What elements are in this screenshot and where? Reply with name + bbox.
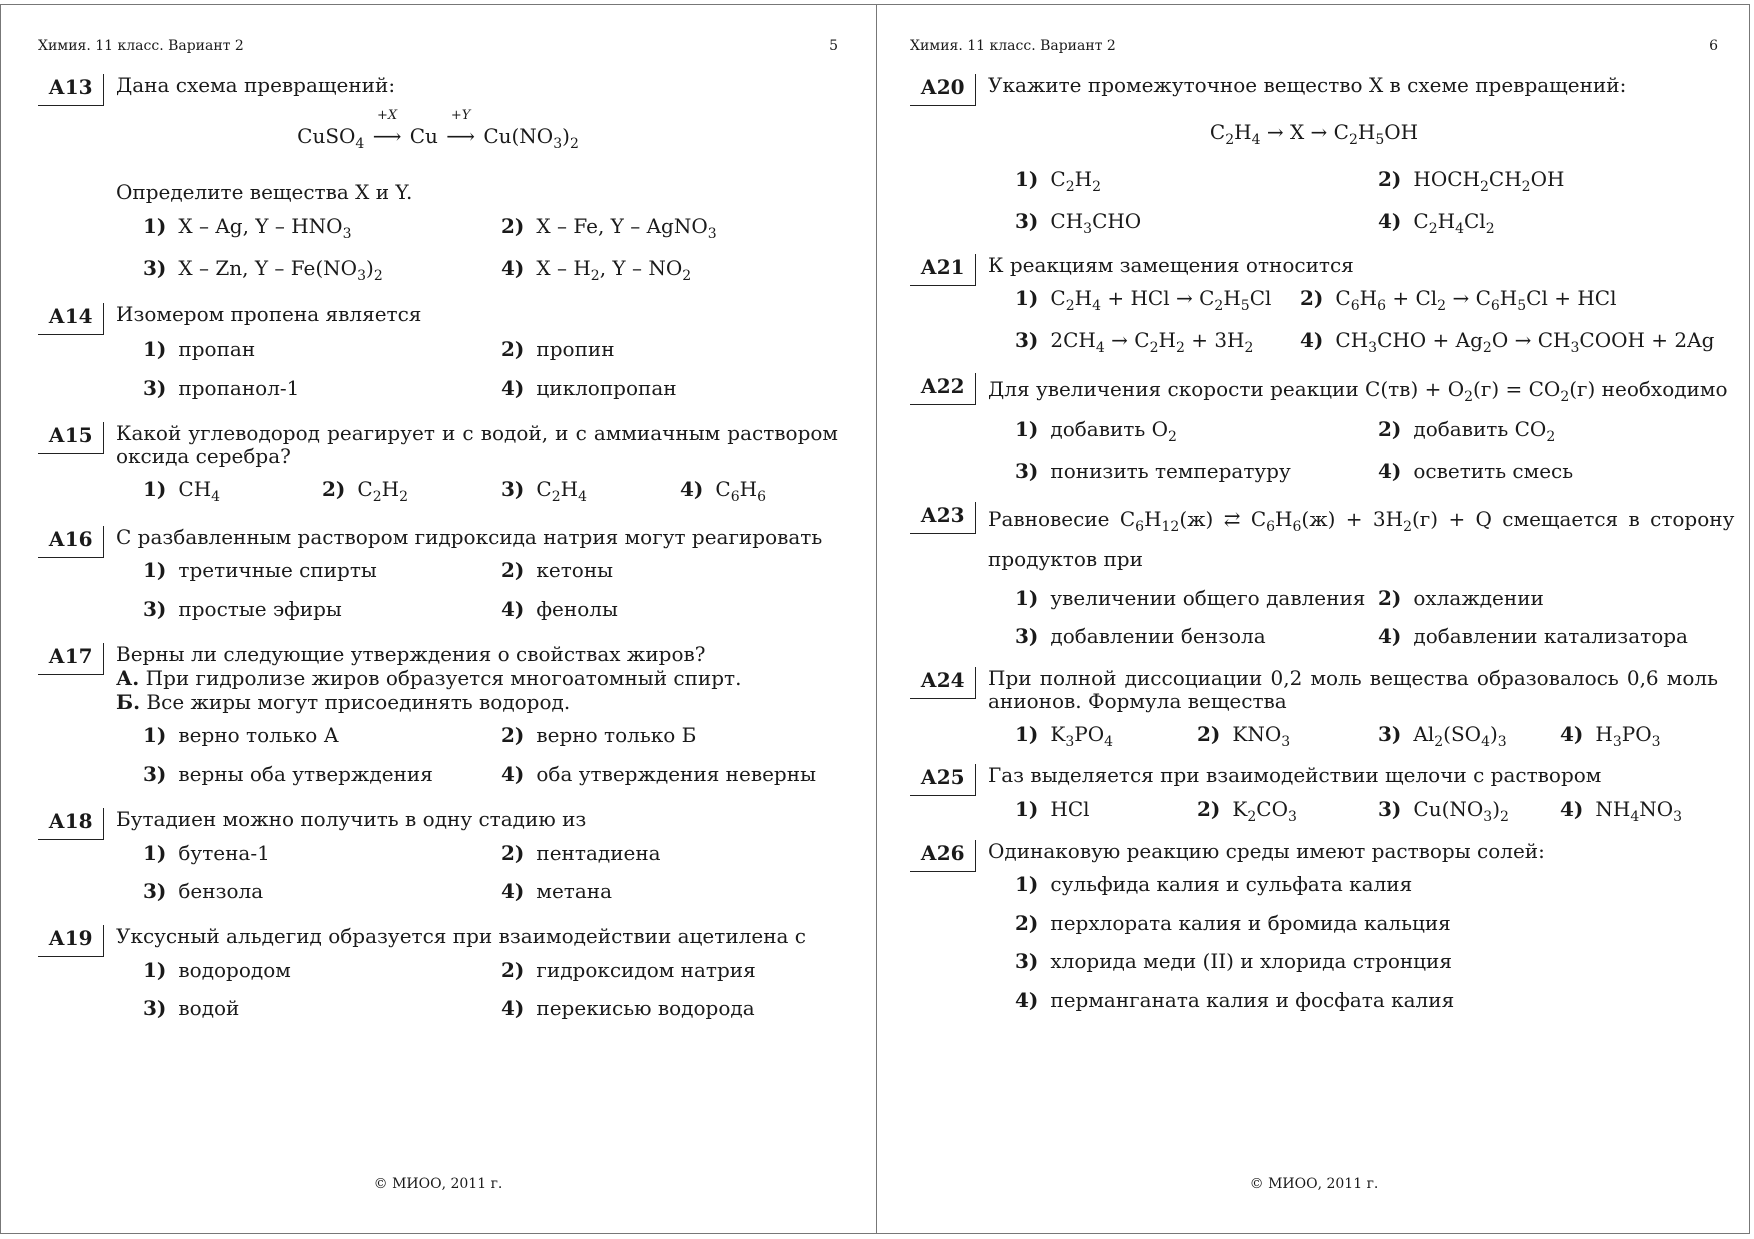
answer-option-4[interactable]: 4) осветить смесь <box>1378 459 1574 483</box>
answer-option-2[interactable]: 2) гидроксидом натрия <box>501 958 756 982</box>
left-page <box>38 0 838 1234</box>
answer-option-1[interactable]: 1) X – Ag, Y – $HNO_3$ <box>143 214 352 242</box>
task-number: А15 <box>38 422 104 454</box>
answer-option-1[interactable]: 1) добавить $O_2$ <box>1015 417 1177 445</box>
answer-option-1[interactable]: 1) $K_3PO_4$ <box>1015 722 1114 750</box>
answer-option-2[interactable]: 2) кетоны <box>501 558 614 582</box>
answer-option-3[interactable]: 3) бензола <box>143 879 264 903</box>
task-number: А16 <box>38 526 104 558</box>
answer-option-3[interactable]: 3) верны оба утверждения <box>143 762 433 786</box>
answer-option-4[interactable]: 4) оба утверждения неверны <box>501 762 816 786</box>
page-header <box>38 38 838 54</box>
answer-option-4[interactable]: 4) X – $H_2$, Y – $NO_2$ <box>501 256 692 284</box>
answer-option-3[interactable]: 3) пропанол-1 <box>143 376 300 400</box>
task-number: А22 <box>910 373 976 405</box>
answer-option-3[interactable]: 3) $CH_3CHO$ <box>1015 209 1142 237</box>
answer-option-3[interactable]: 3) $C_2H_4$ <box>501 477 587 505</box>
task-question: Одинаковую реакцию среды имеют растворы солей: <box>988 839 1545 863</box>
statement-b: Б. Все жиры могут присоединять водород. <box>116 690 571 714</box>
answer-option-1[interactable]: 1) $C_2H_4$ + HCl → $C_2H_5Cl$ <box>1015 286 1272 314</box>
answer-option-2[interactable]: 2) верно только Б <box>501 723 697 747</box>
task-question: Равновесие $C_6H_{12}(ж)$ ⇄ $C_6H_6(ж) + 3H_2(г) + Q$ смещается в сторону <box>988 507 1735 535</box>
page-number: 5 <box>829 38 838 54</box>
answer-option-2[interactable]: 2) $C_6H_6 + Cl_2 \to C_6H_5Cl$ + HCl <box>1300 286 1617 314</box>
answer-option-3[interactable]: 3) $Cu(NO_3)_2$ <box>1378 797 1509 825</box>
task-number: А26 <box>910 840 976 872</box>
answer-option-3[interactable]: 3) понизить температуру <box>1015 459 1291 483</box>
answer-option-2[interactable]: 2) $KNO_3$ <box>1197 722 1291 750</box>
task-question: Бутадиен можно получить в одну стадию из <box>116 807 587 831</box>
page-header <box>910 38 1718 54</box>
task-number: А18 <box>38 808 104 840</box>
reaction-scheme: CuSO$_4$ +X ⟶ Cu +Y ⟶ $Cu(NO_3)_2$ <box>297 108 579 152</box>
answer-option-2[interactable]: 2) добавить $CO_2$ <box>1378 417 1556 445</box>
answer-option-2[interactable]: 2) пропин <box>501 337 615 361</box>
task-question-continued: продуктов при <box>988 547 1143 571</box>
answer-option-2[interactable]: 2) $K_2CO_3$ <box>1197 797 1297 825</box>
task-question: Какой углеводород реагирует и с водой, и с аммиачным раствором оксида серебра? <box>116 421 838 468</box>
answer-option-1[interactable]: 1) HCl <box>1015 797 1090 821</box>
answer-option-4[interactable]: 4) перекисью водорода <box>501 996 755 1020</box>
task-number: А20 <box>910 74 976 106</box>
task-question: С разбавленным раствором гидроксида натрия могут реагировать <box>116 525 823 549</box>
right-page <box>910 0 1735 1234</box>
answer-option-4[interactable]: 4) $C_6H_6$ <box>680 477 766 505</box>
task-number: А13 <box>38 74 104 106</box>
page-footer: © МИОО, 2011 г. <box>1249 1176 1379 1192</box>
task-question: При полной диссоциации 0,2 моль вещества образовалось 0,6 моль анионов. Формула вещества <box>988 666 1718 713</box>
answer-option-4[interactable]: 4) фенолы <box>501 597 618 621</box>
task-question: Верны ли следующие утверждения о свойствах жиров? <box>116 642 706 666</box>
answer-option-4[interactable]: 4) $C_2H_4Cl_2$ <box>1378 209 1495 237</box>
answer-option-1[interactable]: 1) верно только А <box>143 723 339 747</box>
task-question: Изомером пропена является <box>116 302 422 326</box>
task-question: Уксусный альдегид образуется при взаимодействии ацетилена с <box>116 924 806 948</box>
task-subquestion: Определите вещества X и Y. <box>116 180 413 204</box>
header-title: Химия. 11 класс. Вариант 2 <box>910 38 1116 54</box>
answer-option-1[interactable]: 1) $C_2H_2$ <box>1015 167 1101 195</box>
task-question: Для увеличения скорости реакции $C(тв) + O_2(г) = CO_2(г)$ необходимо <box>988 377 1728 405</box>
answer-option-1[interactable]: 1) третичные спирты <box>143 558 377 582</box>
answer-option-1[interactable]: 1) бутена-1 <box>143 841 270 865</box>
task-question: Дана схема превращений: <box>116 73 396 97</box>
answer-option-1[interactable]: 1) пропан <box>143 337 256 361</box>
answer-option-2[interactable]: 2) пентадиена <box>501 841 661 865</box>
answer-option-3[interactable]: 3) добавлении бензола <box>1015 624 1266 648</box>
statement-a: А. При гидролизе жиров образуется многоатомный спирт. <box>116 666 742 690</box>
task-number: А19 <box>38 925 104 957</box>
answer-option-3[interactable]: 3) простые эфиры <box>143 597 342 621</box>
answer-option-3[interactable]: 3) $2CH_4 \to C_2H_2 + 3H_2$ <box>1015 328 1254 356</box>
task-number: А17 <box>38 643 104 675</box>
answer-option-4[interactable]: 4) $NH_4NO_3$ <box>1560 797 1683 825</box>
answer-option-3[interactable]: 3) водой <box>143 996 240 1020</box>
answer-option-2[interactable]: 2) $C_2H_2$ <box>322 477 408 505</box>
task-question: К реакциям замещения относится <box>988 253 1354 277</box>
answer-option-2[interactable]: 2) охлаждении <box>1378 586 1544 610</box>
answer-option-1[interactable]: 1) увеличении общего давления <box>1015 586 1366 610</box>
page-number: 6 <box>1709 38 1718 54</box>
answer-option-2[interactable]: 2) $HOCH_2CH_2OH$ <box>1378 167 1565 195</box>
answer-option-4[interactable]: 4) циклопропан <box>501 376 677 400</box>
task-number: А25 <box>910 764 976 796</box>
answer-option-4[interactable]: 4) $CH_3CHO + Ag_2O$ → $CH_3COOH + 2Ag$ <box>1300 328 1715 356</box>
answer-option-1[interactable]: 1) сульфида калия и сульфата калия <box>1015 872 1413 896</box>
page-divider <box>876 4 877 1234</box>
answer-option-4[interactable]: 4) добавлении катализатора <box>1378 624 1688 648</box>
task-number: А14 <box>38 303 104 335</box>
answer-option-1[interactable]: 1) $CH_4$ <box>143 477 221 505</box>
task-number: А21 <box>910 254 976 286</box>
task-number: А23 <box>910 502 976 534</box>
page-footer: © МИОО, 2011 г. <box>373 1176 503 1192</box>
answer-option-2[interactable]: 2) перхлората калия и бромида кальция <box>1015 911 1451 935</box>
reaction-scheme: $C_2H_4 \to X \to C_2H_5OH$ <box>1209 120 1419 148</box>
task-number: А24 <box>910 667 976 699</box>
answer-option-3[interactable]: 3) X – Zn, Y – $Fe(NO_3)_2$ <box>143 256 383 284</box>
answer-option-3[interactable]: 3) $Al_2(SO_4)_3$ <box>1378 722 1507 750</box>
answer-option-4[interactable]: 4) перманганата калия и фосфата калия <box>1015 988 1455 1012</box>
answer-option-1[interactable]: 1) водородом <box>143 958 291 982</box>
answer-option-3[interactable]: 3) хлорида меди (II) и хлорида стронция <box>1015 949 1452 973</box>
answer-option-4[interactable]: 4) метана <box>501 879 613 903</box>
task-question: Газ выделяется при взаимодействии щелочи с раствором <box>988 763 1602 787</box>
answer-option-4[interactable]: 4) $H_3PO_3$ <box>1560 722 1661 750</box>
answer-option-2[interactable]: 2) X – Fe, Y – AgNO$_3$ <box>501 214 717 242</box>
task-question: Укажите промежуточное вещество X в схеме превращений: <box>988 73 1627 97</box>
header-title: Химия. 11 класс. Вариант 2 <box>38 38 244 54</box>
